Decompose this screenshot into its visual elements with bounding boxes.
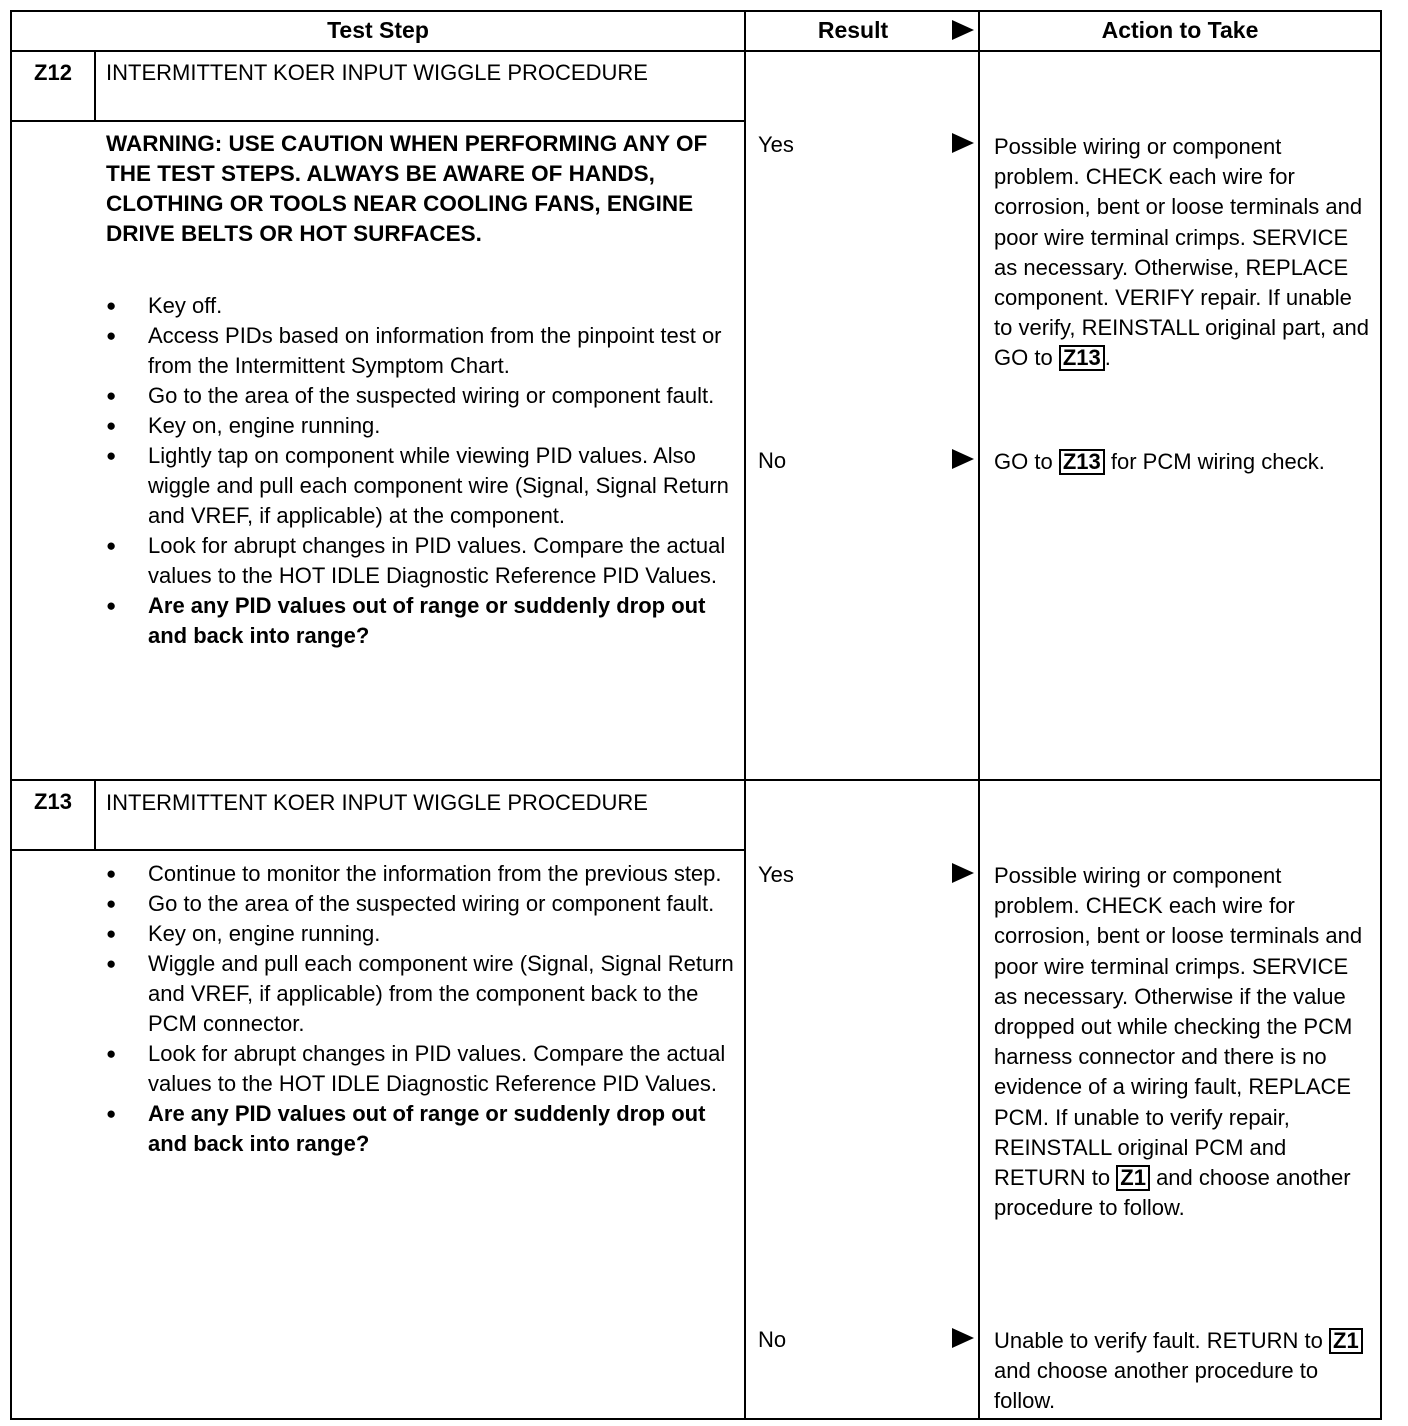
action-yes	[994, 132, 1370, 374]
z13-title-underline	[10, 849, 746, 851]
bullet-item: ● Key on, engine running.	[100, 919, 740, 949]
step-ref-z13[interactable]: Z13	[1059, 449, 1105, 475]
step-ref-z1[interactable]: Z1	[1329, 1328, 1363, 1354]
action-text: Unable to verify fault. RETURN to	[994, 1328, 1323, 1353]
bullet-question: ● Are any PID values out of range or suddenly drop out and back into range?	[100, 591, 740, 651]
step-id: Z13	[34, 789, 72, 814]
warning-text: WARNING: USE CAUTION WHEN PERFORMING ANY OF THE TEST STEPS. ALWAYS BE AWARE OF HANDS, CLOTHING OR TOOLS NEAR COOLING FANS, ENGINE DRIVE BELTS OR HOT SURFACES.	[106, 131, 708, 246]
header-divider	[10, 50, 1382, 52]
action-tail: and choose another procedure to follow.	[994, 1358, 1319, 1414]
bullet-question: ● Are any PID values out of range or suddenly drop out and back into range?	[100, 1099, 740, 1159]
z12-id-divider	[94, 50, 96, 122]
bullet-item: ● Look for abrupt changes in PID values. Compare the actual values to the HOT IDLE Diagnostic Reference PID Values.	[100, 531, 740, 591]
step-title: INTERMITTENT KOER INPUT WIGGLE PROCEDURE	[106, 60, 648, 85]
result-no: No	[758, 448, 787, 473]
bullet-item: ● Key on, engine running.	[100, 411, 740, 441]
result-arrow-icon	[952, 133, 974, 153]
result-arrow-icon	[952, 449, 974, 469]
result-arrow-icon	[952, 1328, 974, 1348]
action-tail: for PCM wiring check.	[1110, 449, 1325, 474]
result-yes: Yes	[758, 132, 794, 157]
column-divider-result	[744, 10, 746, 1420]
header-test-step: Test Step	[327, 16, 429, 43]
step-title: INTERMITTENT KOER INPUT WIGGLE PROCEDURE	[106, 790, 648, 815]
header-result: Result	[817, 16, 889, 43]
step-id: Z12	[34, 60, 72, 85]
action-no	[994, 1326, 1370, 1417]
bullet-item: ● Access PIDs based on information from the pinpoint test or from the Intermittent Symptom Chart.	[100, 321, 740, 381]
bullet-item: ● Look for abrupt changes in PID values. Compare the actual values to the HOT IDLE Diagnostic Reference PID Values.	[100, 1039, 740, 1099]
step-ref-z13[interactable]: Z13	[1059, 345, 1105, 371]
step-bullets	[100, 859, 740, 1159]
result-arrow-icon	[952, 863, 974, 883]
result-no: No	[758, 1327, 787, 1352]
header-action: Action to Take	[1101, 16, 1259, 43]
action-yes	[994, 861, 1370, 1223]
header-arrow-icon	[952, 20, 974, 40]
column-divider-action	[978, 10, 980, 1420]
bullet-item: ● Lightly tap on component while viewing PID values. Also wiggle and pull each component wire (Signal, Signal Return and VREF, if applicable) at the component.	[100, 441, 740, 531]
result-yes: Yes	[758, 862, 794, 887]
bullet-item: ● Go to the area of the suspected wiring or component fault.	[100, 381, 740, 411]
action-tail: .	[1104, 345, 1111, 371]
bullet-item: ● Wiggle and pull each component wire (Signal, Signal Return and VREF, if applicable) from the component back to the PCM connector.	[100, 949, 740, 1039]
row-divider-z13	[10, 779, 1382, 781]
action-text: Possible wiring or component problem. CHECK each wire for corrosion, bent or loose terminals and poor wire terminal crimps. SERVICE as necessary. Otherwise if the value dropped out while checking the PCM harness connector and there is no evidence of a wiring fault, REPLACE PCM. If unable to verify repair, REINSTALL original PCM and RETURN to	[994, 863, 1363, 1191]
action-no	[994, 447, 1370, 477]
action-tail: and choose another procedure to follow.	[994, 1165, 1351, 1221]
action-text: GO to	[994, 449, 1053, 474]
bullet-item: ● Continue to monitor the information from the previous step.	[100, 859, 740, 889]
z13-id-divider	[94, 779, 96, 851]
bullet-item: ● Go to the area of the suspected wiring or component fault.	[100, 889, 740, 919]
bullet-item: ● Key off.	[100, 291, 740, 321]
action-text: Possible wiring or component problem. CHECK each wire for corrosion, bent or loose terminals and poor wire terminal crimps. SERVICE as necessary. Otherwise, REPLACE component. VERIFY repair. If unable to verify, REINSTALL original part, and GO to	[994, 134, 1369, 371]
step-ref-z1[interactable]: Z1	[1116, 1165, 1150, 1191]
z12-title-underline	[10, 120, 746, 122]
step-bullets	[100, 291, 740, 651]
